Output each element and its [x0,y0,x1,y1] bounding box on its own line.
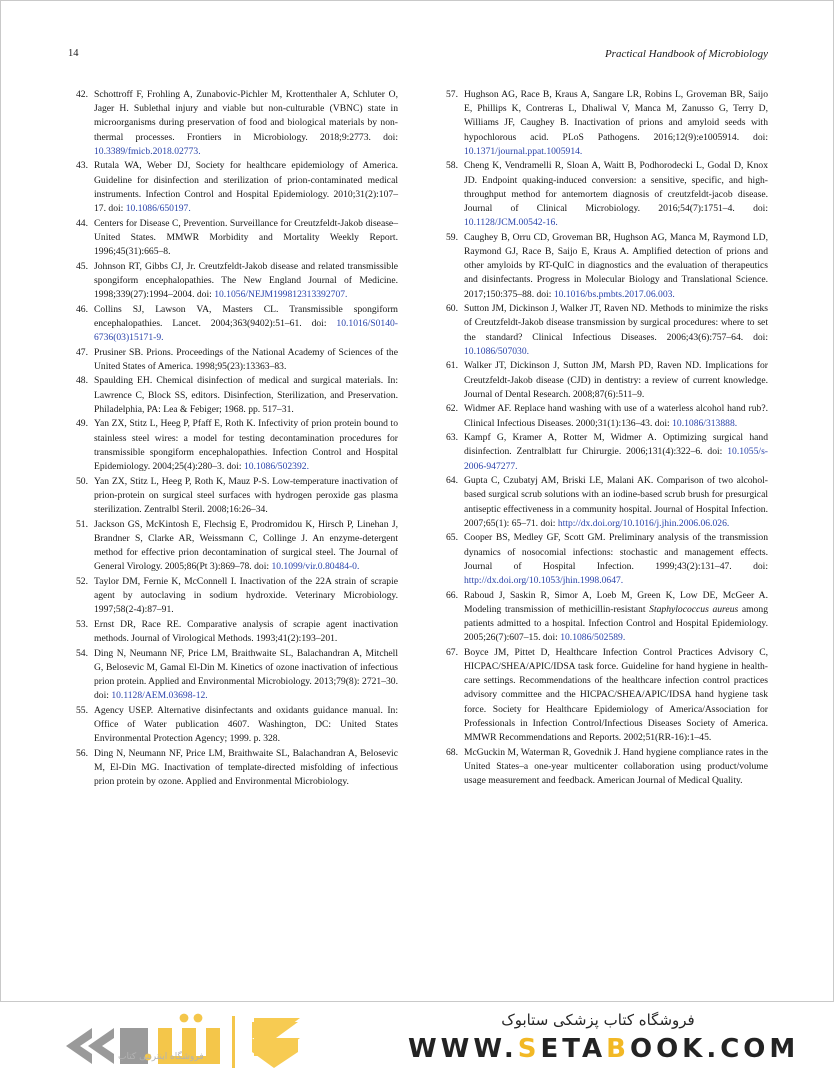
reference-number: 49. [76,418,88,430]
reference-text [94,747,398,790]
reference-item [68,303,398,346]
reference-number: 56. [76,747,88,759]
reference-text [464,646,768,745]
doi-link[interactable]: 10.1086/650197. [125,203,191,215]
doi-link[interactable]: 10.1099/vir.0.80484-0. [271,561,360,573]
reference-item [68,575,398,618]
reference-text [94,159,398,216]
reference-item [438,431,768,474]
reference-text [94,475,398,518]
reference-text-part: Johnson RT, Gibbs CJ, Jr. Creutzfeldt-Jakob disease and related transmissible spongiform encephalopathies. The New England Journal of Medicine. 1998;339(27):1994–2004. doi: [94,260,398,301]
reference-item [68,518,398,575]
brand-url-segment: ETA [540,1034,607,1064]
species-name-italic: Staphylococcus aureus [649,603,739,615]
reference-text-part: among patients admitted to a hospital. Infection Control and Hospital Epidemiology. 2005;26(7):607–15. doi: [464,603,768,644]
reference-text [94,260,398,303]
reference-text-part: Prusiner SB. Prions. Proceedings of the National Academy of Sciences of the United States of America. 1998;95(23):13363–83. [94,346,398,372]
watermark-band [0,1002,834,1080]
setabook-logo [62,1008,372,1074]
reference-text-part: Boyce JM, Pittet D, Healthcare Infection Control Practices Advisory C, HICPAC/SHEA/APIC/IDSA task force. Guideline for hand hygiene in health-care settings. Recommendations of the healthcare infection control practices advisory committee and the HICPAC/SHEA/APIC/IDSA hand hygiene task force. Society for Healthcare Epidemiology of America/Association for Professionals in Infection Control/Infectious Diseases Society of America. MMWR Recommendations and Reports. 2002;51(RR-16):1–45. [464,646,768,744]
reference-text [94,88,398,159]
brand-url-segment: OOK.COM [629,1034,800,1064]
brand-url-accent-letter: S [517,1034,541,1064]
reference-number: 60. [446,303,458,315]
doi-link[interactable]: 10.1086/502392. [243,461,309,473]
reference-text [94,618,398,646]
reference-item [68,417,398,474]
reference-item [68,159,398,216]
reference-number: 44. [76,217,88,229]
reference-number: 54. [76,647,88,659]
reference-number: 62. [446,403,458,415]
reference-item [68,217,398,260]
doi-link[interactable]: 10.1086/502589. [560,632,626,644]
column-left [68,88,398,790]
reference-text-part: Cooper BS, Medley GF, Scott GM. Preliminary analysis of the transmission dynamics of nosocomial infections: stochastic and management effects. Journal of Hospital Infection. 1999;43(2):131–47. doi: [464,532,768,572]
reference-text-part: Spaulding EH. Chemical disinfection of medical and surgical materials. In: Lawrence C, Block SS, editors. Disinfection, Sterilization, and Preservation. Philadelphia, PA: Lea & Febiger; 1968. pp. 517–31. [94,375,398,415]
doi-link[interactable]: http://dx.doi.org/10.1016/j.jhin.2006.06.026. [557,517,730,529]
reference-number: 46. [76,303,88,315]
setabook-brand [408,1010,800,1064]
brand-url[interactable] [408,1034,800,1064]
reference-item [438,402,768,430]
reference-number: 45. [76,260,88,272]
reference-item [438,231,768,302]
doi-link[interactable]: 10.1128/AEM.03698-12. [111,690,208,702]
doi-link[interactable]: 10.1056/NEJM199812313392707. [214,289,348,301]
reference-number: 68. [446,746,458,758]
reference-text-part: Collins SJ, Lawson VA, Masters CL. Transmissible spongiform encephalopathies. Lancet. 2004;363(9402):51–61. doi: [94,303,398,329]
column-right [438,88,768,789]
reference-number: 57. [446,89,458,100]
reference-item [68,647,398,704]
reference-number: 61. [446,360,458,372]
reference-item [68,374,398,417]
reference-item [68,618,398,646]
reference-text-part: Sutton JM, Dickinson J, Walker JT, Raven ND. Methods to minimize the risks of Creutzfeldt-Jakob disease transmission by surgical procedures: where to set the standard? Clinical Infectious Diseases. 2006;43(6):757–64. doi: [464,303,768,343]
reference-text [464,302,768,359]
reference-text-part: Ding N, Neumann NF, Price LM, Braithwaite SL, Balachandran A, Belosevic M, El-Din MG. Inactivation of template-directed misfolding of infectious prion protein by ozone. Applied and Environmental Microbiology. [94,747,398,788]
doi-link[interactable]: 10.1016/bs.pmbts.2017.06.003. [553,288,675,300]
reference-number: 48. [76,375,88,387]
reference-number: 42. [76,89,88,100]
reference-text-part: Schottroff F, Frohling A, Zunabovic-Pichler M, Krottenthaler A, Schluter O, Jager H. Sublethal injury and viable but non-culturable (VBNC) state in microorganisms during preservation of food and biological materials by non-thermal processes. Frontiers in Microbiology. 2018;9:2773. doi: [94,89,398,143]
reference-item [438,531,768,588]
reference-number: 67. [446,646,458,658]
reference-number: 52. [76,575,88,587]
reference-text-part: Widmer AF. Replace hand washing with use of a waterless alcohol hand rub?. Clinical Infectious Diseases. 2000;31(1):136–43. doi: [464,403,768,429]
reference-text [94,647,398,704]
reference-text [464,159,768,230]
reference-item [438,589,768,646]
reference-number: 47. [76,346,88,358]
brand-url-segment: WWW. [408,1034,518,1064]
reference-item [438,474,768,531]
doi-link[interactable]: 10.3389/fmicb.2018.02773. [94,145,201,157]
reference-text [94,575,398,618]
reference-item [438,159,768,230]
reference-item [438,746,768,789]
reference-text-part: Rutala WA, Weber DJ, Society for healthcare epidemiology of America. Guideline for disinfection and sterilization of prion-contaminated medical instruments. Infection Control and Hospital Epidemiology. 2010;31(2):107–17. doi: [94,160,398,215]
reference-text-part: McGuckin M, Waterman R, Govednik J. Hand hygiene compliance rates in the United States–a one-year multicenter collaboration using product/volume usage measurement and feedback. American Journal of Medical Quality. [464,746,768,787]
reference-item [68,260,398,303]
doi-link[interactable]: 10.1128/JCM.00542-16. [464,217,558,229]
reference-text [94,704,398,747]
page-header [68,48,768,66]
reference-number: 43. [76,160,88,172]
reference-text-part: Hughson AG, Race B, Kraus A, Sangare LR, Robins L, Groveman BR, Saijo E, Phillips K, Contreras L, Dhaliwal V, Manca M, Zanusso G, Terry D, Williams JF, Caughey B. Inactivation of prions and amyloid seeds with hypochlorous acid. PLoS Pathogens. 2016;12(9):e1005914. doi: [464,89,768,143]
reference-number: 65. [446,532,458,544]
reference-text-part: Agency USEP. Alternative disinfectants and oxidants guidance manual. In: Office of Water publication 4607. Washington, DC: United States Environmental Protection Agency; 1999. p. 328. [94,704,398,745]
page-number: 14 [68,48,79,59]
reference-text-part: Yan ZX, Stitz L, Heeg P, Roth K, Mauz P-S. Low-temperature inactivation of prion-protein on surgical steel surfaces with hydrogen peroxide gas plasma sterilization. Zentralbl Steril. 2008;16:26–34. [94,475,398,516]
reference-number: 64. [446,475,458,487]
reference-text-part: Ding N, Neumann NF, Price LM, Braithwaite SL, Balachandran A, Mitchell G, Belosevic M, Gamal El-Din M. Kinetics of ozone inactivation of infectious prion protein. Applied and Environmental Microbiology. 2013;79(8): 2721–30. doi: [94,647,398,702]
reference-text [94,346,398,374]
reference-text-part: Ernst DR, Race RE. Comparative analysis of scrapie agent inactivation methods. Journal of Virological Methods. 1993;41(2):193–201. [94,618,398,645]
running-head: Practical Handbook of Microbiology [604,48,768,60]
logo-subtitle: فروشگاه اینترنتی کتاب [118,1052,204,1062]
reference-item [68,704,398,747]
reference-item [438,359,768,402]
reference-text-part: Jackson GS, McKintosh E, Flechsig E, Prodromidou K, Hirsch P, Linehan J, Brandner S, Clarke AR, Weissmann C, Collinge J. An enzyme-detergent method for effective prion decontamination of surgical steel. The Journal of General Virology. 2005;86(Pt 3):869–78. doi: [94,518,398,573]
reference-text-part: Yan ZX, Stitz L, Heeg P, Pfaff E, Roth K. Infectivity of prion protein bound to stainless steel wires: a model for testing decontamination procedures for transmissible spongiform encephalopathies. Infection Control and Hospital Epidemiology. 2004;25(4):280–3. doi: [94,418,398,473]
doi-link[interactable]: 10.1055/s-2006-947277. [464,446,768,472]
reference-number: 55. [76,704,88,716]
reference-text-part: Walker JT, Dickinson J, Sutton JM, Marsh PD, Raven ND. Implications for Creutzfeldt-Jakob disease (CJD) in dentistry: a review of current knowledge. Journal of Dental Research. 2008;87(6):511–9. [464,360,768,400]
reference-text [464,402,768,430]
brand-url-accent-letter: B [606,1034,630,1064]
reference-text-part: Centers for Disease C, Prevention. Surveillance for Creutzfeldt-Jakob disease–United States. MMWR Morbidity and Mortality Weekly Report. 1996;45(31):665–8. [94,217,398,258]
reference-text [94,417,398,474]
reference-text [464,359,768,402]
reference-list-right [438,88,768,788]
reference-text [464,88,768,159]
reference-text [464,589,768,646]
setabook-logo-mark [62,1008,372,1070]
doi-link[interactable]: http://dx.doi.org/10.1053/jhin.1998.0647. [464,575,624,587]
reference-text [464,531,768,588]
reference-text [94,217,398,260]
reference-text [464,474,768,531]
reference-text-part: Caughey B, Orru CD, Groveman BR, Hughson AG, Manca M, Raymond LD, Raymond GJ, Race B, Saijo E, Kraus A. Amplified detection of prions and other amyloids by RT-QuIC in diagnostics and the evaluation of therapeutics and disinfectants. Progress in Molecular Biology and Translational Science. 2017;150:375–88. doi: [464,231,768,300]
doi-link[interactable]: 10.1086/507030. [464,345,530,357]
reference-number: 66. [446,589,458,601]
doi-link[interactable]: 10.1371/journal.ppat.1005914. [464,145,583,157]
reference-number: 50. [76,475,88,487]
doi-link[interactable]: 10.1086/313888. [672,417,738,429]
reference-text [464,231,768,302]
reference-text [94,303,398,346]
reference-text-part: Kampf G, Kramer A, Rotter M, Widmer A. Optimizing surgical hand disinfection. Zentralblatt fur Chirurgie. 2006;131(4):322–6. doi: [464,432,768,458]
reference-item [438,88,768,159]
reference-text [464,431,768,474]
reference-text [94,518,398,575]
doi-link[interactable]: 10.1016/S0140-6736(03)15171-9. [94,317,398,344]
reference-item [68,88,398,159]
reference-item [68,475,398,518]
reference-item [438,302,768,359]
reference-item [438,646,768,745]
reference-number: 59. [446,231,458,243]
reference-text [94,374,398,417]
reference-number: 51. [76,518,88,530]
reference-number: 53. [76,618,88,630]
reference-text-part: Taylor DM, Fernie K, McConnell I. Inactivation of the 22A strain of scrapie agent by autoclaving in sodium hydroxide. Veterinary Microbiology. 1997;58(2-4):87–91. [94,575,398,616]
reference-text [464,746,768,789]
reference-text-part: Raboud J, Saskin R, Simor A, Loeb M, Green K, Low DE, McGeer A. Modeling transmission of methicillin-resistant [464,589,768,615]
reference-item [68,747,398,790]
reference-number: 63. [446,432,458,444]
reference-list-left [68,88,398,789]
reference-text-part: Cheng K, Vendramelli R, Sloan A, Waitt B, Podhorodecki L, Godal D, Knox JD. Endpoint quaking-induced conversion: a sensitive, specific, and high-throughput method for antemortem diagnosis of creutzfeldt-jacob disease. Journal of Clinical Microbiology. 2016;54(7):1751–4. doi: [464,160,768,215]
reference-text-part: Gupta C, Czubatyj AM, Briski LE, Malani AK. Comparison of two alcohol-based surgical scrub solutions with an iodine-based scrub brush for presurgical antiseptic effectiveness in a community hospital. Journal of Hospital Infection. 2007;65(1): 65–71. doi: [464,475,768,529]
brand-tagline-fa: فروشگاه کتاب پزشکی ستابوک [501,1011,695,1029]
reference-number: 58. [446,160,458,172]
reference-item [68,346,398,374]
